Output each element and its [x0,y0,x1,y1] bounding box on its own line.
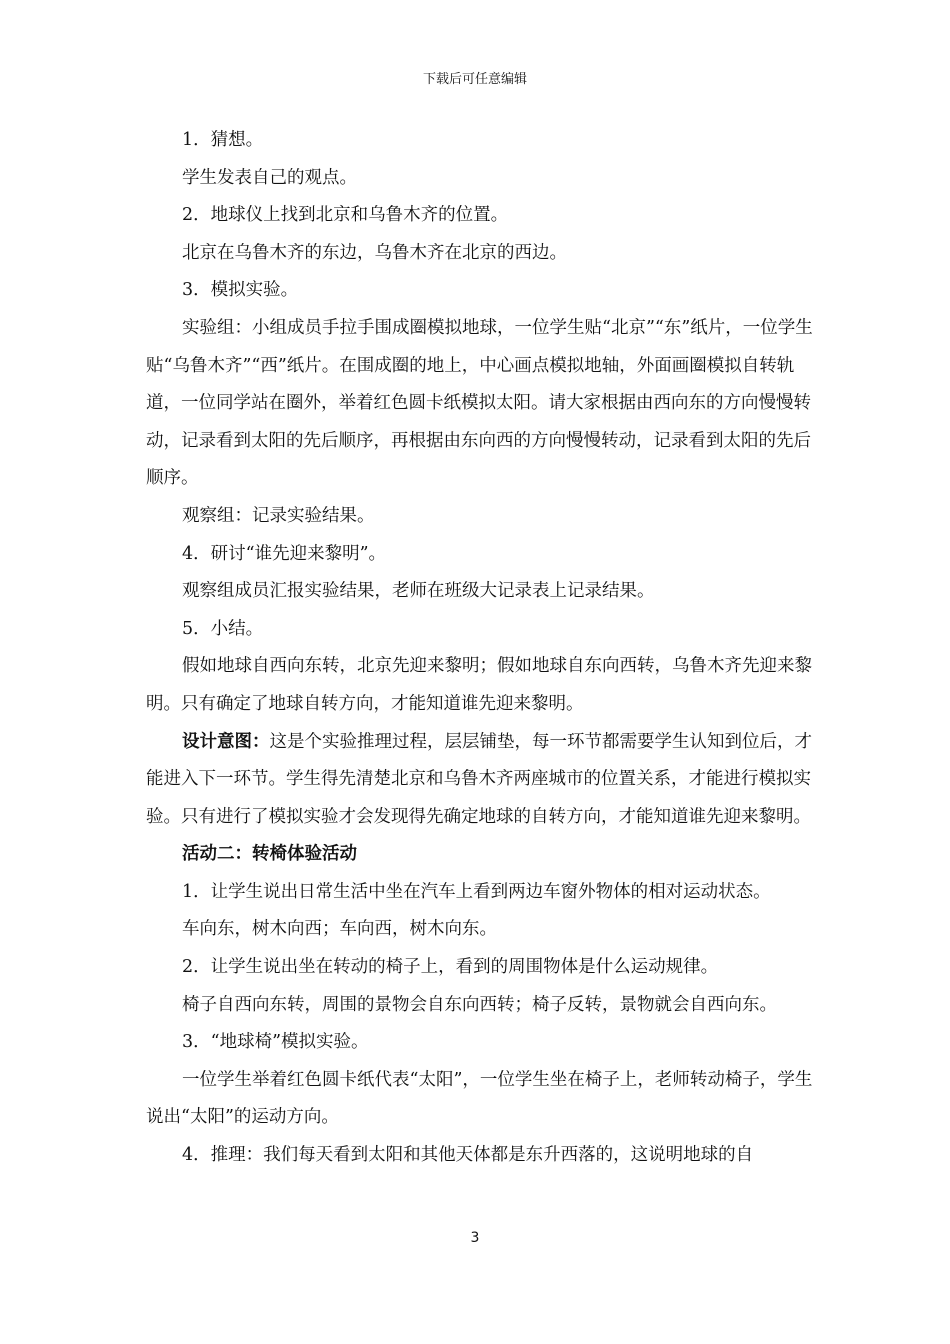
paragraph: 北京在乌鲁木齐的东边，乌鲁木齐在北京的西边。 [182,242,567,263]
paragraph: 4．研讨“谁先迎来黎明”。 [182,543,387,564]
paragraph: 椅子自西向东转，周围的景物会自东向西转；椅子反转，景物就会自西向东。 [182,994,777,1015]
paragraph: 学生发表自己的观点。 [182,167,357,188]
paragraph: 一位学生举着红色圆卡纸代表“太阳”，一位学生坐在椅子上，老师转动椅子，学生说出“太阳”的运动方向。 [146,1069,813,1128]
design-intent-text: 这是个实验推理过程，层层铺垫，每一环节都需要学生认知到位后，才能进入下一环节。学生得先清楚北京和乌鲁木齐两座城市的位置关系，才能进行模拟实验。只有进行了模拟实验才会发现得先确定地球的自转方向，才能知道谁先迎来黎明。 [146,731,812,827]
paragraph: 观察组成员汇报实验结果，老师在班级大记录表上记录结果。 [182,581,655,602]
paragraph: 实验组：小组成员手拉手围成圈模拟地球，一位学生贴“北京”“东”纸片，一位学生贴“乌鲁木齐”“西”纸片。在围成圈的地上，中心画点模拟地轴，外面画圈模拟自转轨道，一位同学站在圈外，举着红色圆卡纸模拟太阳。请大家根据由西向东的方向慢慢转动，记录看到太阳的先后顺序，再根据由东向西的方向慢慢转动，记录看到太阳的先后顺序。 [146,317,813,489]
paragraph: 5．小结。 [182,618,264,639]
paragraph: 4．推理：我们每天看到太阳和其他天体都是东升西落的，这说明地球的自 [182,1145,754,1166]
page-number: 3 [470,1230,480,1246]
paragraph: 3．模拟实验。 [182,280,299,301]
paragraph: 假如地球自西向东转，北京先迎来黎明；假如地球自东向西转，乌鲁木齐先迎来黎明。只有确定了地球自转方向，才能知道谁先迎来黎明。 [146,656,812,714]
paragraph: 2．让学生说出坐在转动的椅子上，看到的周围物体是什么运动规律。 [182,957,719,978]
design-intent-paragraph [146,724,814,837]
page-header: 下载后可任意编辑 [422,72,527,87]
paragraph: 车向东，树木向西；车向西，树木向东。 [182,919,497,940]
paragraph: 1．猜想。 [182,130,264,150]
design-intent-label: 设计意图： [182,731,270,752]
paragraph: 3．“地球椅”模拟实验。 [182,1032,369,1053]
activity-heading: 活动二：转椅体验活动 [182,844,357,865]
paragraph: 1．让学生说出日常生活中坐在汽车上看到两边车窗外物体的相对运动状态。 [182,881,771,902]
paragraph: 2．地球仪上找到北京和乌鲁木齐的位置。 [182,205,509,226]
paragraph: 观察组：记录实验结果。 [182,505,375,526]
document-body [146,122,814,1175]
